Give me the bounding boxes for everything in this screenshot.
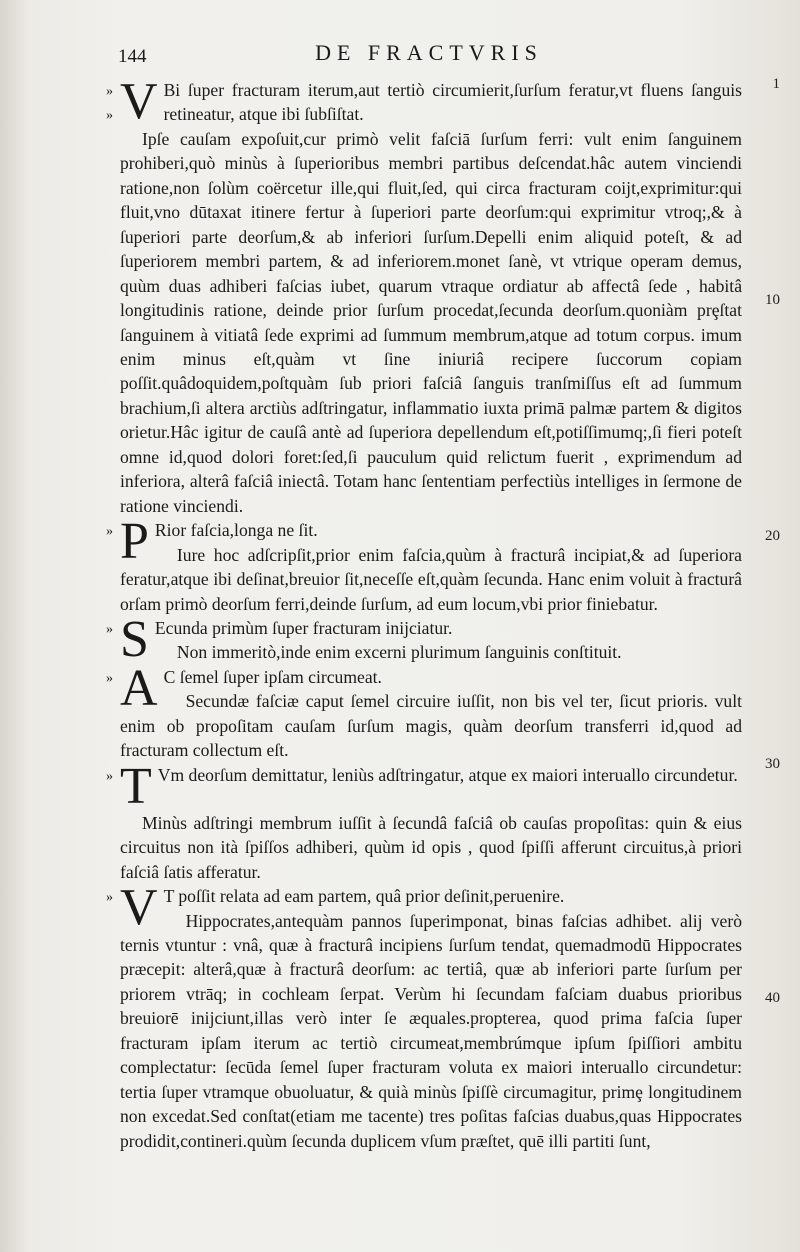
page-header	[118, 36, 740, 76]
lemma-block	[106, 513, 742, 571]
margin-line-number: 10	[765, 292, 780, 308]
margin-line-number: 1	[772, 76, 780, 92]
margin-line-number: 30	[765, 756, 780, 772]
lemma-block	[106, 73, 742, 130]
lemma-block	[106, 879, 742, 937]
lemma-text: Ecunda primùm ſuper fracturam inijciatur.	[154, 617, 453, 638]
lemma-marker: »	[106, 890, 113, 906]
main-text	[106, 73, 742, 1153]
commentary-paragraph: Minùs adſtringi membrum iuſſit à ſecundâ faſciâ ob cauſas propoſitas: quin & eius circuitus non ità ſpiſſos adhiberi, quùm id opis , quod ſpiſſi afferunt circuitus,à priori faſciâ ſatis afferatur.	[120, 812, 742, 882]
lemma-marker: »	[106, 621, 113, 637]
lemma-marker: »	[106, 768, 113, 784]
lemma-marker: »	[106, 84, 113, 99]
lemma-text: Bi ſuper fracturam iterum,aut tertiò circumierit,ſurſum feratur,vt fluens ſanguis retineatur, atque ibi ſubſiſtat.	[163, 80, 742, 125]
page-number: 144	[118, 46, 147, 67]
drop-initial: T	[120, 757, 152, 815]
margin-line-number: 20	[765, 528, 780, 544]
lemma-text: C ſemel ſuper ipſam circumeat.	[163, 666, 382, 687]
margin-line-number: 40	[765, 990, 780, 1006]
lemma-block	[106, 757, 742, 815]
lemma-block	[106, 659, 742, 717]
commentary-paragraph: Secundæ faſciæ caput ſemel circuire iuſſit, non bis vel ter, ſicut prioris. vult enim ob propoſitam cauſam ſurſum magis, quàm deorſum transferri id,quod ad fracturam collectum eſt.	[120, 691, 742, 761]
commentary-paragraph: Iure hoc adſcripſit,prior enim faſcia,quùm à fracturâ incipiat,& ad ſuperiora feratur,atque ibi deſinat,breuior ſit,neceſſe eſt,quàm ſecunda. Hanc enim voluit à fracturâ orſam primò deorſum ferri,deinde ſurſum, ad eum locum,vbi prior finiebatur.	[120, 544, 742, 614]
running-title: DE FRACTVRIS	[315, 40, 543, 65]
drop-initial: S	[120, 610, 149, 668]
drop-initial: A	[120, 659, 158, 717]
lemma-marker: »	[106, 524, 113, 540]
commentary-paragraph: Ipſe cauſam expoſuit,cur primò velit faſciā ſurſum ferri: vult enim ſanguinem prohiberi,quò minùs à ſuperioribus membri partibus deſcendat.hâc autem vinciendi ratione,non ſolùm coërcetur ille,qui fluit,ſed, qui circa fracturam coijt,exprimitur:qui fluit,vno dūtaxat itinere fertur à ſuperiori parte deorſum:qui exprimitur vtroq;,& à ſuperiori parte deorſum,& ab inferiori ſurſum.Depelli enim aliquid poteſt, & ad ſuperiorem membri partem, & ad inferiorem.monet ſanè, vt vtrique operam demus, quùm duas adhiberi faſcias iubet, quarum vtraque ordiatur ab affectâ ſede , habitâ longitudinis ratione, deinde prior ſurſum procedat,ſecunda deorſum.quoniàm prȩſtat ſanguinem à vitiatâ ſede exprimi ad ſummum membrum,atque ad totum corpus. imum enim minus eſt,quàm vt ſine iniuriâ recipere ſuccorum copiam poſſit.quâdoquidem,poſtquàm ſub priori faſciâ ſanguis tranſmiſſus eſt ad ſummum brachium,ſi altera arctiùs adſtringatur, inflammatio iuxta primā palmæ partem & digitos orietur.Hâc igitur de cauſâ antè ad ſuperiora depellendum eſt,potiſſimumq;,ſi fieri poteſt omne id,quod dolori foret:ſed,ſi pauculum quid relictum fuerit , exprimendum ad inferiora, alterâ faſciâ iniectâ. Totam hanc ſententiam perfectiùs intelliges in ſermone de ratione vinciendi.	[120, 128, 742, 516]
commentary-paragraph: Non immeritò,inde enim excerni plurimum ſanguinis conſtituit.	[176, 642, 622, 663]
lemma-text: T poſſit relata ad eam partem, quâ prior deſinit,peruenire.	[163, 886, 565, 907]
drop-initial: V	[120, 879, 158, 937]
lemma-marker: »	[106, 108, 113, 123]
commentary-paragraph: Hippocrates,antequàm pannos ſuperimponat, binas faſcias adhibet. alij verò ternis vtuntur : vnâ, quæ à fracturâ incipiens ſurſum tendat, quemadmodū Hippocrates præcepit: alterâ,quæ à fracturâ deorſum: ac tertiâ, quæ ab inferiori parte ſurſum per priorem vtrāq; in cochleam ſerpat. Verùm hi ſecundam faſciam duabus prioribus breuiorē inijciunt,illas verò inter ſe æquales.propterea, quod prima faſcia ſuper fracturam ipſam iterum ac tertiò circumeat,membrúmque ipſum ſpiſſiori ambitu complectatur: ſecūda ſemel ſuper fracturam voluta ex maiori interuallo circundetur: tertia ſuper vtramque obuoluatur, & quià minùs ſpiſſè circumagitur, primȩ longitudinem non excedat.Sed conſtat(etiam me tacente) tres poſitas faſcias duabus,quas Hippocrates prodidit,contineri.quùm ſecunda duplicem vſum præſtet, quē illi partiti ſunt,	[120, 910, 742, 1151]
drop-initial: P	[120, 513, 149, 571]
lemma-marker: »	[106, 670, 113, 686]
lemma-text: Vm deorſum demittatur, leniùs adſtringatur, atque ex maiori interuallo circundetur.	[157, 764, 738, 785]
drop-initial: V	[120, 73, 158, 130]
lemma-text: Rior faſcia,longa ne ſit.	[154, 520, 318, 541]
